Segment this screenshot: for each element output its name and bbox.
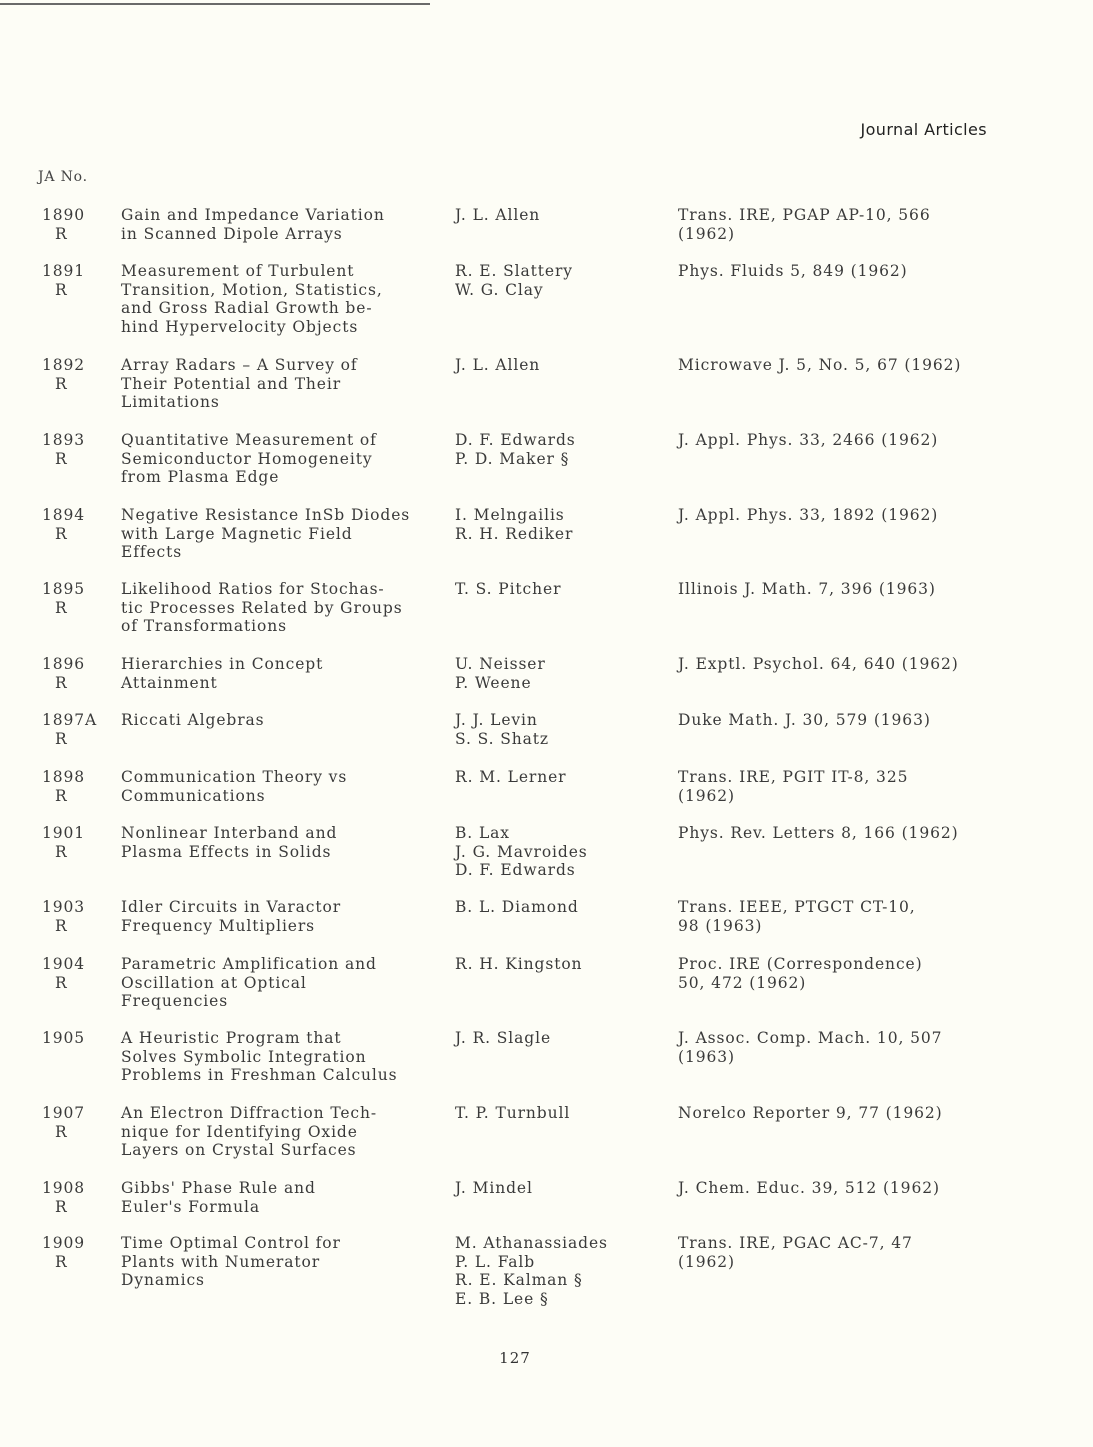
- page-number: 127: [499, 1349, 531, 1367]
- ja-number: 1908 R: [42, 1179, 86, 1216]
- article-title: Likelihood Ratios for Stochas- tic Processes Related by Groups of Transformations: [121, 580, 403, 636]
- article-authors: J. Mindel: [455, 1179, 533, 1197]
- article-citation: J. Appl. Phys. 33, 1892 (1962): [678, 506, 939, 524]
- column-label-ja-no: JA No.: [38, 169, 88, 185]
- article-authors: T. P. Turnbull: [455, 1104, 571, 1122]
- article-title: Measurement of Turbulent Transition, Motion, Statistics, and Gross Radial Growth be- hind Hypervelocity Objects: [121, 262, 383, 337]
- ja-number: 1895 R: [42, 580, 86, 617]
- article-authors: R. M. Lerner: [455, 768, 567, 786]
- article-authors: R. H. Kingston: [455, 955, 583, 973]
- article-authors: T. S. Pitcher: [455, 580, 562, 598]
- article-title: Communication Theory vs Communications: [121, 768, 348, 805]
- article-title: Parametric Amplification and Oscillation at Optical Frequencies: [121, 955, 377, 1011]
- article-title: Riccati Algebras: [121, 711, 265, 729]
- article-citation: J. Chem. Educ. 39, 512 (1962): [678, 1179, 940, 1197]
- article-title: Nonlinear Interband and Plasma Effects in Solids: [121, 824, 338, 861]
- article-citation: Illinois J. Math. 7, 396 (1963): [678, 580, 936, 598]
- article-authors: M. Athanassiades P. L. Falb R. E. Kalman § E. B. Lee §: [455, 1234, 608, 1309]
- ja-number: 1903 R: [42, 898, 86, 935]
- article-citation: J. Assoc. Comp. Mach. 10, 507 (1963): [678, 1029, 943, 1066]
- article-authors: D. F. Edwards P. D. Maker §: [455, 431, 576, 468]
- article-citation: Phys. Fluids 5, 849 (1962): [678, 262, 908, 280]
- article-title: Negative Resistance InSb Diodes with Large Magnetic Field Effects: [121, 506, 411, 562]
- ja-number: 1907 R: [42, 1104, 86, 1141]
- article-title: A Heuristic Program that Solves Symbolic Integration Problems in Freshman Calculus: [121, 1029, 398, 1085]
- article-citation: Duke Math. J. 30, 579 (1963): [678, 711, 931, 729]
- article-title: Idler Circuits in Varactor Frequency Multipliers: [121, 898, 342, 935]
- article-title: Gain and Impedance Variation in Scanned Dipole Arrays: [121, 206, 385, 243]
- article-title: Array Radars – A Survey of Their Potential and Their Limitations: [121, 356, 358, 412]
- article-authors: U. Neisser P. Weene: [455, 655, 546, 692]
- ja-number: 1898 R: [42, 768, 86, 805]
- ja-number: 1891 R: [42, 262, 86, 299]
- ja-number: 1894 R: [42, 506, 86, 543]
- ja-number: 1893 R: [42, 431, 86, 468]
- ja-number: 1909 R: [42, 1234, 86, 1271]
- ja-number: 1901 R: [42, 824, 86, 861]
- article-citation: Proc. IRE (Correspondence) 50, 472 (1962): [678, 955, 923, 992]
- article-authors: R. E. Slattery W. G. Clay: [455, 262, 573, 299]
- ja-number: 1892 R: [42, 356, 86, 393]
- top-rule: [0, 3, 430, 5]
- article-citation: Phys. Rev. Letters 8, 166 (1962): [678, 824, 959, 842]
- article-title: Gibbs' Phase Rule and Euler's Formula: [121, 1179, 316, 1216]
- ja-number: 1904 R: [42, 955, 86, 992]
- article-authors: I. Melngailis R. H. Rediker: [455, 506, 574, 543]
- article-authors: J. L. Allen: [455, 206, 541, 224]
- article-title: Time Optimal Control for Plants with Numerator Dynamics: [121, 1234, 341, 1290]
- article-title: Quantitative Measurement of Semiconductor Homogeneity from Plasma Edge: [121, 431, 377, 487]
- article-citation: J. Exptl. Psychol. 64, 640 (1962): [678, 655, 959, 673]
- article-authors: B. L. Diamond: [455, 898, 579, 916]
- article-citation: Norelco Reporter 9, 77 (1962): [678, 1104, 943, 1122]
- article-citation: Trans. IRE, PGIT IT-8, 325 (1962): [678, 768, 909, 805]
- article-citation: Microwave J. 5, No. 5, 67 (1962): [678, 356, 962, 374]
- article-citation: Trans. IEEE, PTGCT CT-10, 98 (1963): [678, 898, 916, 935]
- ja-number: 1905: [42, 1029, 86, 1047]
- article-citation: Trans. IRE, PGAC AC-7, 47 (1962): [678, 1234, 913, 1271]
- article-title: An Electron Diffraction Tech- nique for Identifying Oxide Layers on Crystal Surfaces: [121, 1104, 378, 1160]
- article-authors: J. L. Allen: [455, 356, 541, 374]
- ja-number: 1896 R: [42, 655, 86, 692]
- article-citation: J. Appl. Phys. 33, 2466 (1962): [678, 431, 939, 449]
- section-title: Journal Articles: [860, 120, 987, 139]
- ja-number: 1890 R: [42, 206, 86, 243]
- article-authors: J. J. Levin S. S. Shatz: [455, 711, 549, 748]
- article-authors: J. R. Slagle: [455, 1029, 552, 1047]
- article-title: Hierarchies in Concept Attainment: [121, 655, 324, 692]
- article-citation: Trans. IRE, PGAP AP-10, 566 (1962): [678, 206, 931, 243]
- ja-number: 1897A R: [42, 711, 98, 748]
- article-authors: B. Lax J. G. Mavroides D. F. Edwards: [455, 824, 588, 880]
